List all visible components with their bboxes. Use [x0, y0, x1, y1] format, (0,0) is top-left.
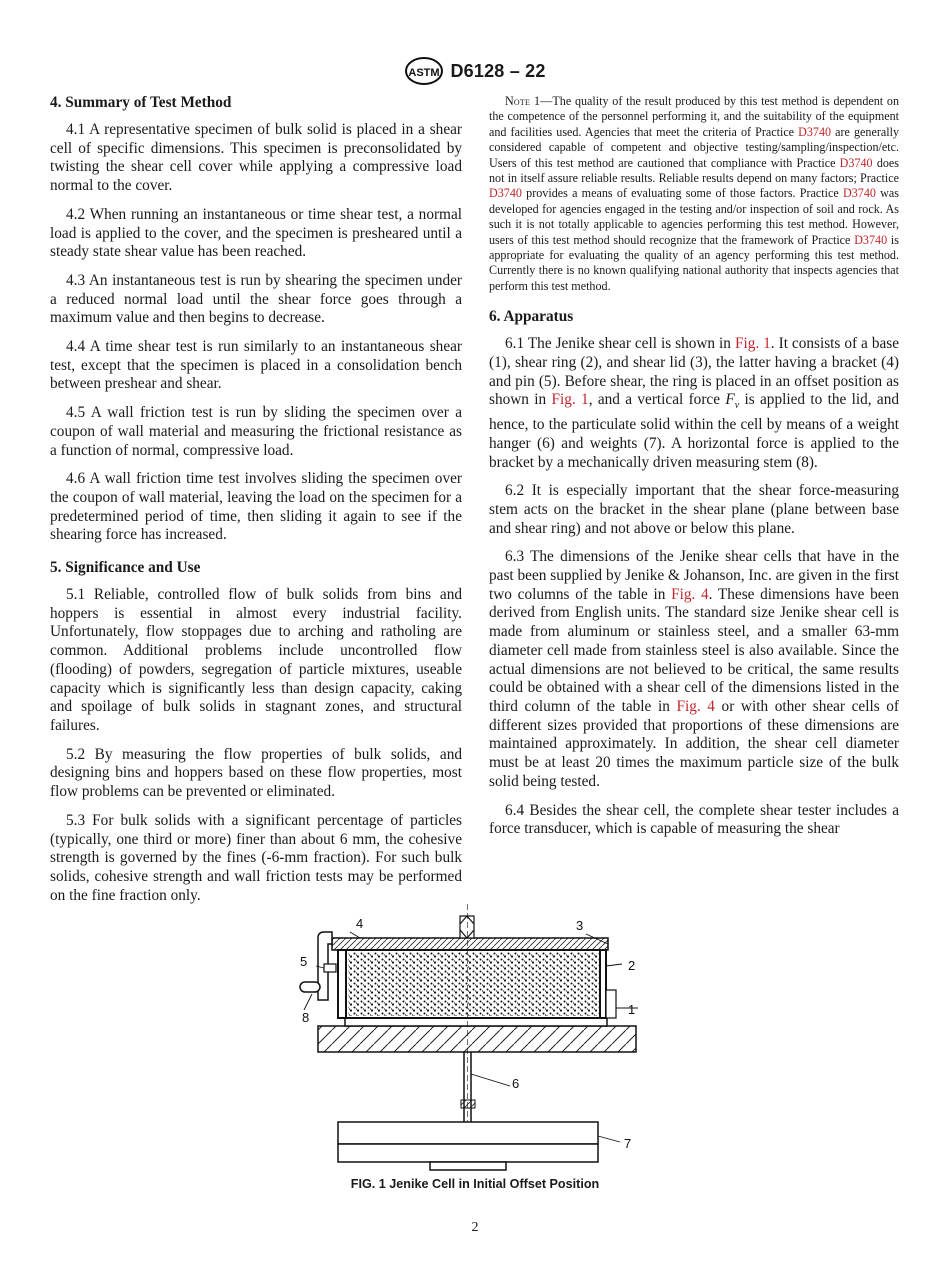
left-column — [50, 94, 462, 915]
document-id: D6128 – 22 — [450, 60, 546, 81]
section-6-heading: 6. Apparatus — [489, 308, 574, 326]
para-text: 6.1 The Jenike shear cell is shown in — [505, 335, 735, 353]
table-plate — [318, 1026, 636, 1052]
ref-d3740[interactable]: D3740 — [489, 186, 522, 201]
label-part-3: 3 — [576, 918, 584, 933]
para-text: or with other shear cells of different sizes provided that proportions of these dimensions are maintained approximately. In addition, the shear cell diameter must be at least 20 times the maximum particle size of the bulk solid being tested. — [489, 697, 899, 790]
lid-knob — [460, 916, 474, 938]
para-4-1: 4.1 A representative specimen of bulk solid is placed in a shear cell of specific dimensions. This specimen is preconsolidated by twisting the shear cell cover while applying a compressive load normal to the cover. — [50, 121, 462, 195]
note-text: provides a means of evaluating some of those factors. Practice — [521, 186, 844, 201]
ref-d3740[interactable]: D3740 — [839, 155, 873, 170]
specimen-fill — [348, 952, 600, 1016]
para-text: 6.3 The dimensions of the Jenike shear cells that have in the past been supplied by Jenike & Johanson, Inc. are given in the first two columns of the table in — [489, 548, 899, 603]
page-number: 2 — [471, 1220, 479, 1235]
label-part-2: 2 — [628, 958, 636, 973]
para-4-6: 4.6 A wall friction time test involves sliding the specimen over the coupon of wall material, leaving the load on the specimen for a predetermined period of time, then sliding it again to see if the shearing force has increased. — [50, 470, 462, 544]
pin — [324, 964, 336, 972]
para-6-4: 6.4 Besides the shear cell, the complete shear tester includes a force transducer, which is capable of measuring the shear — [489, 801, 899, 838]
label-part-7: 7 — [624, 1136, 632, 1151]
weight-upper — [338, 1122, 598, 1144]
ref-d3740[interactable]: D3740 — [798, 124, 832, 139]
hanger-coupling — [461, 1100, 475, 1108]
note-text: are generally considered capable of competent and objective testing/sampling/inspection/etc. Users of this test method are cautioned that compliance with Practice — [489, 124, 899, 170]
para-6-2: 6.2 It is especially important that the shear force-measuring stem acts on the bracket in the shear plane (plane between base and shear ring) and not above or below this plane. — [489, 482, 899, 537]
label-part-8: 8 — [302, 1010, 310, 1025]
page-header — [0, 54, 950, 88]
para-4-2: 4.2 When running an instantaneous or time shear test, a normal load is applied to the cover, and the specimen is presheared until a steady state shear value has been reached. — [50, 205, 462, 261]
measuring-stem — [300, 982, 320, 992]
note-text: —The quality of the result produced by this test method is dependent on the competence of the personnel performing it, and the suitability of the equipment and facilities used. Agencies that meet the criteria of Practice — [489, 94, 899, 139]
leader-line — [471, 1074, 510, 1086]
note-text: is appropriate for evaluating the quality of an agency performing this test method. Currently there is no known qualifying national authority that inspects agencies that perform this test method. — [489, 232, 899, 293]
para-text: is applied to the lid, and hence, to the particulate solid within the cell by means of a weight hanger (6) and weights (7). A horizontal force is applied to the bracket by a mechanically driven measuring stem (8). — [489, 391, 899, 471]
leader-line — [598, 1136, 620, 1142]
para-5-2: 5.2 By measuring the flow properties of bulk solids, and designing bins and hoppers based on these flow properties, most flow problems can be prevented or eliminated. — [50, 745, 462, 801]
astm-logo-icon — [404, 56, 444, 86]
leader-line — [304, 994, 312, 1010]
label-part-6: 6 — [512, 1076, 520, 1091]
ref-fig-1[interactable]: Fig. 1 — [551, 391, 589, 409]
ref-fig-1[interactable]: Fig. 1 — [734, 335, 771, 353]
shear-lid — [332, 938, 608, 950]
para-4-4: 4.4 A time shear test is run similarly to an instantaneous shear test, except that the specimen is placed in a consolidation bench between preshear and shear. — [50, 338, 462, 393]
para-5-3: 5.3 For bulk solids with a significant percentage of particles (typically, one third or more) finer than about 6 mm, the cohesive strength is governed by the fines (-6-mm fraction). For such bulk solids, cohesive strength and wall friction tests may be performed on the fine fraction only. — [50, 811, 462, 904]
label-part-5: 5 — [300, 954, 308, 969]
note-1 — [489, 94, 899, 294]
note-text: was developed for agencies engaged in the testing and/or inspection of soil and rock. As such it is not totally applicable to agencies performing this test method. However, users of this test method should recognize that the framework of Practice — [489, 186, 899, 247]
para-5-1: 5.1 Reliable, controlled flow of bulk solids from bins and hoppers is essential in almost every industrial facility. Unfortunately, flow stoppages due to arching and ratholing are common. Additional problems include uncontrolled flow (flooding) of powders, segregation of particle mixtures, useable capacity which is significantly less than design capacity, caking and spoilage of bulk solids in stagnant zones, and structural failures. — [50, 586, 462, 734]
base-lip — [606, 990, 616, 1018]
right-column — [489, 94, 899, 849]
para-text: . It consists of a base (1), shear ring (2), and shear lid (3), the latter having a bracket (4) and pin (5). Before shear, the ring is placed in an offset position as shown in — [489, 335, 900, 409]
leader-line — [350, 932, 360, 938]
note-label: Note 1 — [505, 94, 541, 108]
para-6-1 — [489, 335, 899, 472]
section-4-heading: 4. Summary of Test Method — [50, 94, 232, 111]
variable-f: F — [725, 391, 735, 409]
figure-caption: FIG. 1 Jenike Cell in Initial Offset Position — [350, 1177, 600, 1191]
para-6-3 — [489, 548, 899, 791]
para-4-5: 4.5 A wall friction test is run by sliding the specimen over a coupon of wall material and measuring the frictional resistance as a function of normal, compressive load. — [50, 404, 462, 459]
leader-line — [606, 964, 622, 966]
para-text: . These dimensions have been derived from English units. The standard size Jenike shear cell is made from aluminum or stainless steel, and a smaller 63-mm diameter cell made from stainless steel is also available. Since the actual dimensions are not believed to be critical, the same results could be obtained with a shear cell of the dimensions listed in the third column of the table in — [489, 585, 900, 715]
para-text: , and a vertical force — [588, 391, 726, 409]
ref-fig-4[interactable]: Fig. 4 — [676, 697, 715, 715]
ref-d3740[interactable]: D3740 — [843, 186, 876, 201]
ref-d3740[interactable]: D3740 — [854, 232, 888, 247]
para-4-3: 4.3 An instantaneous test is run by shearing the specimen under a reduced normal load until the shear force goes through a maximum value and then begins to decrease. — [50, 271, 462, 327]
label-part-1: 1 — [628, 1002, 636, 1017]
subscript-v: v — [734, 400, 740, 412]
weight-lower — [338, 1144, 598, 1162]
section-5-heading: 5. Significance and Use — [50, 559, 201, 577]
weight-foot — [430, 1162, 506, 1170]
astm-logo-text: ASTM — [408, 67, 441, 79]
label-part-4: 4 — [356, 916, 364, 931]
note-text: does not in itself assure reliable results. Reliable results depend on many factors; Practice — [489, 155, 899, 186]
jenike-cell-figure — [290, 904, 660, 1174]
ref-fig-4[interactable]: Fig. 4 — [671, 585, 709, 603]
